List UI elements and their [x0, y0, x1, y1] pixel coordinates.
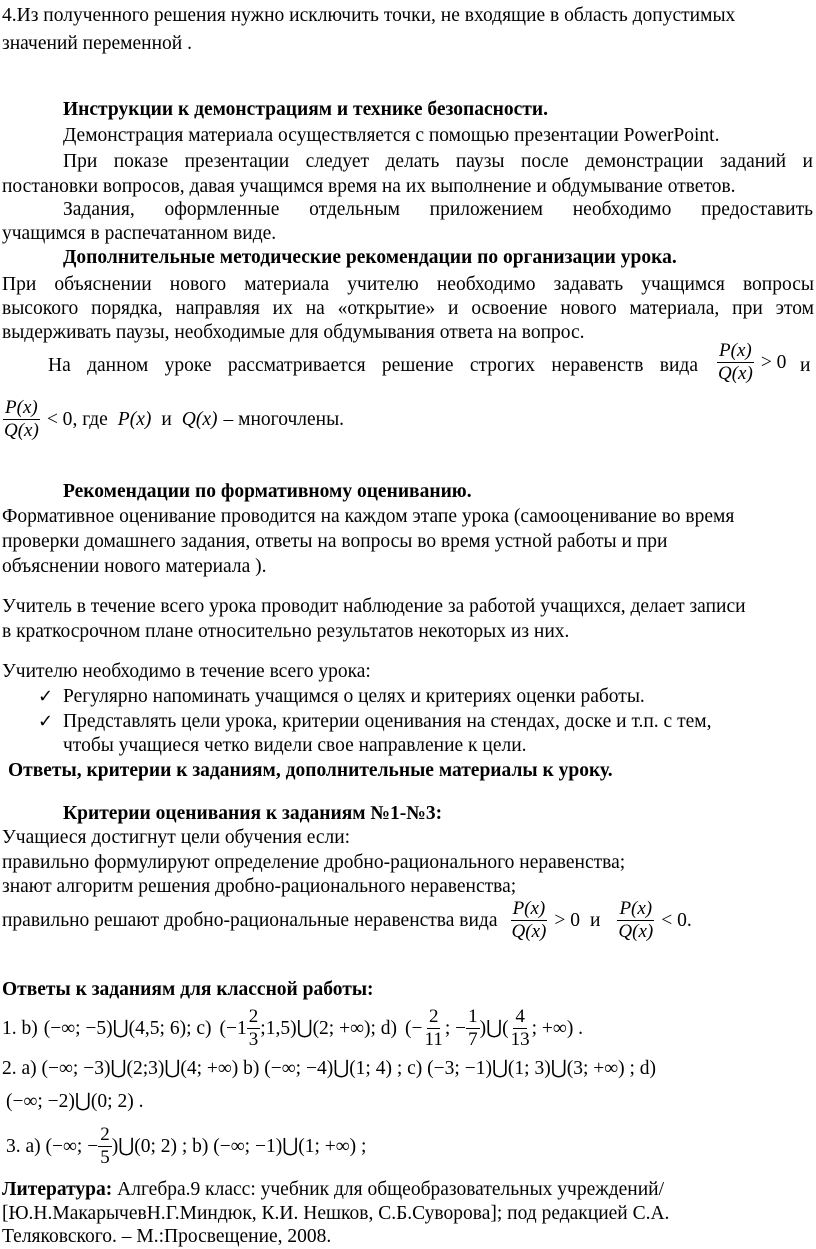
gt-zero: > 0	[554, 909, 580, 931]
answer-1d-mid2: )⋃(	[479, 1017, 509, 1039]
fraction-numerator: 1	[468, 1006, 478, 1027]
method-line-2: высокого порядка, направляя их на «открытие» и освоение нового материала, при этом	[2, 298, 814, 319]
fraction-pq-2	[2, 397, 41, 442]
literature-line-2: [Ю.Н.МакарычевН.Г.Миндюк, К.И. Нешков, С.Б.Суворова]; под редакцией С.А.	[2, 1203, 670, 1224]
checkmark-icon: ✓	[38, 686, 54, 707]
formative-line-2: проверки домашнего задания, ответы на вопросы во время устной работы и при	[2, 531, 668, 552]
fraction-numerator: P(x)	[5, 397, 38, 418]
q-of-x: Q(x)	[181, 408, 218, 430]
where-word: , где	[72, 408, 108, 430]
formative-heading: Рекомендации по формативному оцениванию.	[63, 481, 472, 502]
answer-2d: (−∞; −2)⋃(0; 2) .	[6, 1091, 144, 1112]
class-answers-heading: Ответы к заданиям для классной работы:	[2, 979, 374, 1000]
intro-line-2: значений переменной .	[2, 33, 192, 54]
formative-line-3: объяснении нового материала ).	[2, 556, 267, 577]
intro-line-1: 4.Из полученного решения нужно исключить точки, не входящие в область допустимых	[2, 5, 736, 26]
answer-2: 2. a) (−∞; −3)⋃(2;3)⋃(4; +∞) b) (−∞; −4)⋃(1; 4) ; c) (−3; −1)⋃(1; 3)⋃(3; +∞) ; d)	[2, 1058, 657, 1079]
inequality-gt	[716, 340, 786, 385]
fraction-pq-3	[510, 898, 549, 943]
answer-1c-label: ; c)	[186, 1017, 212, 1039]
and-word: и	[800, 355, 811, 376]
criteria-heading: Критерии оценивания к заданиям №1-№3:	[63, 803, 443, 824]
fraction-pq-4	[616, 898, 655, 943]
fraction-denominator: Q(x)	[618, 921, 654, 942]
answer-1d-prefix: (−	[405, 1017, 423, 1039]
and-word: и	[589, 909, 601, 931]
method-line-1: При объяснении нового материала учителю необходимо задавать учащимся вопросы	[2, 274, 814, 295]
literature-label: Литература:	[2, 1179, 113, 1200]
fraction-denominator: Q(x)	[4, 420, 39, 441]
fraction-denominator: 3	[248, 1029, 259, 1050]
formative-line-4: Учитель в течение всего урока проводит наблюдение за работой учащихся, делает записи	[2, 596, 746, 617]
criteria-line-1: Учащиеся достигнут цели обучения если:	[2, 827, 351, 848]
answer-1c-prefix: (−1	[219, 1017, 247, 1039]
criteria-line-2: правильно формулируют определение дробно-рационального неравенства;	[2, 852, 626, 873]
fraction-numerator: P(x)	[512, 898, 546, 919]
method-line-3: выдерживать паузы, необходимые для обдумывания ответа на вопрос.	[2, 322, 585, 343]
inequality-lt-line	[2, 397, 344, 442]
literature-text-1: Алгебра.9 класс: учебник для общеобразовательных учреждений/	[112, 1179, 665, 1200]
fraction-denominator: 5	[100, 1147, 110, 1168]
period: .	[686, 909, 692, 931]
instructions-p1: Демонстрация материала осуществляется с помощью презентации PowerPoint.	[63, 125, 720, 146]
answer-1d-suffix: ; +∞) .	[531, 1017, 584, 1039]
fraction-denominator: Q(x)	[718, 363, 753, 384]
answer-1c-suffix: ;1,5)⋃(2; +∞)	[260, 1017, 371, 1039]
gt-zero: > 0	[760, 351, 787, 373]
checklist-item-2b: чтобы учащиеся четко видели свое направление к цели.	[63, 735, 527, 756]
answer-3	[6, 1124, 366, 1169]
fraction-pq	[716, 340, 755, 385]
lt-zero: < 0	[661, 909, 687, 931]
fraction-4-13	[509, 1006, 532, 1051]
answer-1-label: 1. b)	[2, 1017, 38, 1039]
polynomials-text: – многочлены.	[223, 408, 345, 430]
formative-line-5: в краткосрочном плане относительно результатов некоторых из них.	[2, 621, 570, 642]
literature-line-3: Теляковского. – М.:Просвещение, 2008.	[2, 1226, 332, 1247]
fraction-numerator: 2	[428, 1006, 439, 1027]
fraction-numerator: P(x)	[619, 898, 653, 919]
answer-1d-label: ; d)	[370, 1017, 398, 1039]
literature-line-1	[2, 1178, 664, 1202]
fraction-denominator: 11	[424, 1029, 443, 1050]
criteria-line-3: знают алгоритм решения дробно-рационального неравенства;	[2, 876, 517, 897]
instructions-p2-line2: постановки вопросов, давая учащимся время на их выполнение и обдумывание ответов.	[2, 176, 736, 197]
fraction-numerator: P(x)	[719, 340, 752, 361]
fraction-numerator: 4	[515, 1006, 525, 1027]
instructions-heading: Инструкции к демонстрациям и технике безопасности.	[63, 99, 548, 120]
instructions-p3-line1: Задания, оформленные отдельным приложением необходимо предоставить	[63, 199, 813, 220]
fraction-2-5	[98, 1124, 112, 1169]
criteria-line-4-text: правильно решают дробно-рациональные неравенства вида	[2, 909, 498, 931]
criteria-line-4	[2, 898, 692, 943]
fraction-2-3	[247, 1006, 261, 1051]
checklist-item-2a: Представлять цели урока, критерии оценивания на стендах, доске и т.п. с тем,	[63, 711, 712, 732]
fraction-numerator: 2	[248, 1006, 259, 1027]
formative-line-1: Формативное оценивание проводится на каждом этапе урока (самооценивание во время	[2, 506, 735, 527]
fraction-numerator: 2	[100, 1124, 110, 1145]
fraction-denominator: 13	[510, 1029, 530, 1050]
fraction-2-11	[423, 1006, 445, 1051]
fraction-denominator: Q(x)	[511, 921, 547, 942]
formative-line-6: Учителю необходимо в течение всего урока:	[2, 661, 371, 682]
answer-3-prefix: 3. a) (−∞; −	[6, 1135, 99, 1157]
p-of-x: P(x)	[117, 408, 152, 430]
method-line-4: На данном уроке рассматривается решение строгих неравенств вида	[48, 355, 698, 376]
fraction-denominator: 7	[468, 1029, 478, 1050]
answer-1b-value: (−∞; −5)⋃(4,5; 6)	[43, 1017, 187, 1039]
checkmark-icon: ✓	[38, 711, 54, 732]
answer-1	[2, 1006, 583, 1051]
answers-heading: Ответы, критерии к заданиям, дополнительные материалы к уроку.	[8, 760, 613, 781]
and-word-2: и	[161, 408, 172, 430]
answer-3-suffix: )⋃(0; 2) ; b) (−∞; −1)⋃(1; +∞) ;	[111, 1135, 367, 1157]
answer-1d-mid: ; −	[444, 1017, 467, 1039]
instructions-p3-line2: учащимся в распечатанном виде.	[2, 223, 277, 244]
method-heading: Дополнительные методические рекомендации по организации урока.	[63, 247, 677, 268]
instructions-p2-line1: При показе презентации следует делать паузы после демонстрации заданий и	[63, 151, 813, 172]
fraction-1-7	[466, 1006, 480, 1051]
lt-zero: < 0	[46, 408, 73, 430]
checklist-item-1: Регулярно напоминать учащимся о целях и критериях оценки работы.	[63, 686, 645, 707]
